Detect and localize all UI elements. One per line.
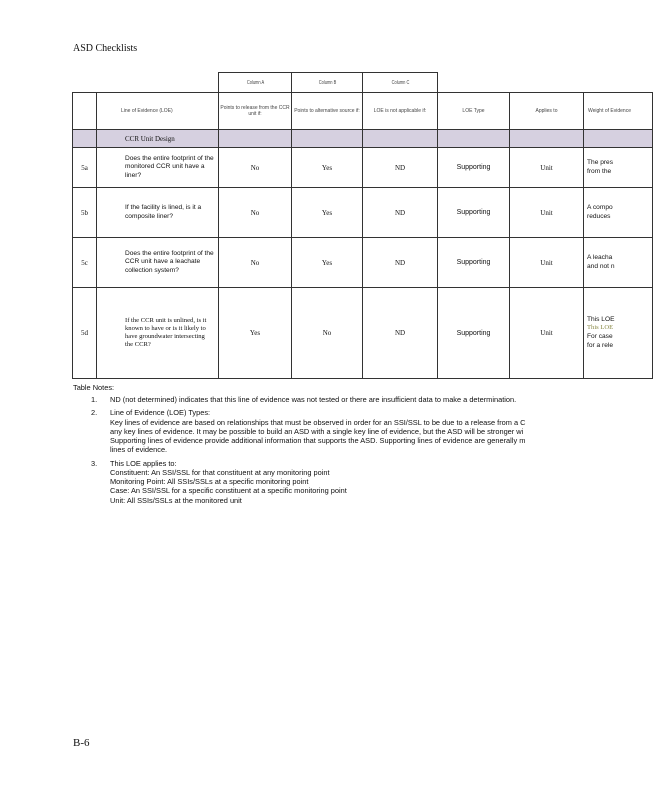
row-col-b: No bbox=[292, 288, 363, 379]
weight-line: For case bbox=[587, 333, 613, 340]
row-col-b: Yes bbox=[292, 188, 363, 238]
note-line: Case: An SSI/SSL for a specific constituent at a specific monitoring point bbox=[110, 486, 347, 496]
note-item bbox=[73, 459, 618, 505]
row-loe-type: Supporting bbox=[438, 148, 510, 188]
note-line: Supporting lines of evidence provide additional information that supports the ASD. Supporting lines of evidence are generally m bbox=[110, 436, 526, 445]
row-col-b: Yes bbox=[292, 148, 363, 188]
note-line: any key lines of evidence. It may be possible to build an ASD with a single key line of evidence, but the ASD will be stronger wi bbox=[110, 426, 524, 436]
weight-line: A compo bbox=[587, 203, 613, 211]
table-notes bbox=[73, 383, 618, 509]
header-col-a: Points to release from the CCR unit if: bbox=[219, 93, 292, 130]
row-col-c: ND bbox=[363, 188, 438, 238]
row-col-a: No bbox=[219, 238, 292, 288]
weight-line: and not n bbox=[587, 262, 615, 270]
weight-line: A leacha bbox=[587, 253, 613, 261]
row-applies-to: Unit bbox=[510, 188, 584, 238]
row-weight bbox=[584, 188, 653, 238]
header-loe: Line of Evidence (LOE) bbox=[97, 93, 219, 130]
note-line: Constituent: An SSI/SSL for that constituent at any monitoring point bbox=[110, 467, 330, 477]
row-col-c: ND bbox=[363, 238, 438, 288]
row-question: If the CCR unit is unlined, is it known to have or is it likely to have groundwater intersecting the CCR? bbox=[97, 288, 219, 379]
note-line: Unit: All SSIs/SSLs at the monitored unit bbox=[110, 495, 242, 505]
page-title: ASD Checklists bbox=[73, 43, 138, 54]
note-number: 1. bbox=[91, 395, 98, 404]
row-col-c: ND bbox=[363, 288, 438, 379]
column-c-label: Column C bbox=[370, 73, 430, 93]
row-col-b: Yes bbox=[292, 238, 363, 288]
note-line: Line of Evidence (LOE) Types: bbox=[110, 408, 211, 418]
note-number: 3. bbox=[91, 458, 98, 468]
row-number: 5a bbox=[73, 148, 97, 188]
weight-line: reduces bbox=[587, 212, 611, 220]
row-question: Does the entire footprint of the monitored CCR unit have a liner? bbox=[97, 148, 219, 188]
weight-line: from the bbox=[587, 167, 612, 175]
row-applies-to: Unit bbox=[510, 238, 584, 288]
weight-line: This LOE bbox=[587, 324, 614, 332]
weight-line: The pres bbox=[587, 158, 614, 166]
table-row bbox=[73, 288, 653, 379]
row-number: 5c bbox=[73, 238, 97, 288]
header-applies-to: Applies to bbox=[510, 93, 584, 130]
column-a-label: Column A bbox=[226, 73, 284, 93]
row-weight bbox=[584, 148, 653, 188]
header-col-c: LOE is not applicable if: bbox=[363, 93, 438, 130]
row-number: 5d bbox=[73, 288, 97, 379]
header-row bbox=[73, 93, 653, 130]
row-weight bbox=[584, 238, 653, 288]
note-line: ND (not determined) indicates that this line of evidence was not tested or there are insufficient data to make a determination. bbox=[110, 395, 517, 404]
section-row bbox=[73, 130, 653, 148]
row-col-a: Yes bbox=[219, 288, 292, 379]
column-group-row bbox=[73, 73, 653, 93]
note-line: lines of evidence. bbox=[110, 445, 168, 455]
row-question: Does the entire footprint of the CCR unit have a leachate collection system? bbox=[97, 238, 219, 288]
row-loe-type: Supporting bbox=[438, 188, 510, 238]
row-loe-type: Supporting bbox=[438, 288, 510, 379]
row-number: 5b bbox=[73, 188, 97, 238]
table-row bbox=[73, 148, 653, 188]
note-line: This LOE applies to: bbox=[110, 458, 177, 468]
row-applies-to: Unit bbox=[510, 148, 584, 188]
column-b-label: Column B bbox=[299, 73, 356, 93]
weight-line: for a rele bbox=[587, 341, 614, 349]
header-loe-type: LOE Type bbox=[438, 93, 510, 130]
row-col-c: ND bbox=[363, 148, 438, 188]
note-item bbox=[73, 395, 618, 404]
table-row bbox=[73, 188, 653, 238]
notes-heading: Table Notes: bbox=[73, 383, 115, 392]
row-question: If the facility is lined, is it a composite liner? bbox=[97, 188, 219, 238]
page-number: B-6 bbox=[73, 737, 90, 749]
note-line: Key lines of evidence are based on relationships that must be observed in order for an SSI/SSL to be due to a release from a C bbox=[110, 417, 526, 427]
table-row bbox=[73, 238, 653, 288]
row-loe-type: Supporting bbox=[438, 238, 510, 288]
row-applies-to: Unit bbox=[510, 288, 584, 379]
note-line: Monitoring Point: All SSIs/SSLs at a specific monitoring point bbox=[110, 477, 309, 486]
section-title: CCR Unit Design bbox=[97, 130, 219, 148]
row-weight bbox=[584, 288, 653, 379]
header-weight: Weight of Evidence bbox=[584, 93, 653, 130]
row-col-a: No bbox=[219, 188, 292, 238]
checklist-table bbox=[72, 72, 653, 379]
header-col-b: Points to alternative source if: bbox=[292, 93, 363, 130]
note-number: 2. bbox=[91, 408, 98, 418]
weight-line: This LOE bbox=[587, 315, 615, 323]
row-col-a: No bbox=[219, 148, 292, 188]
note-item bbox=[73, 408, 618, 454]
